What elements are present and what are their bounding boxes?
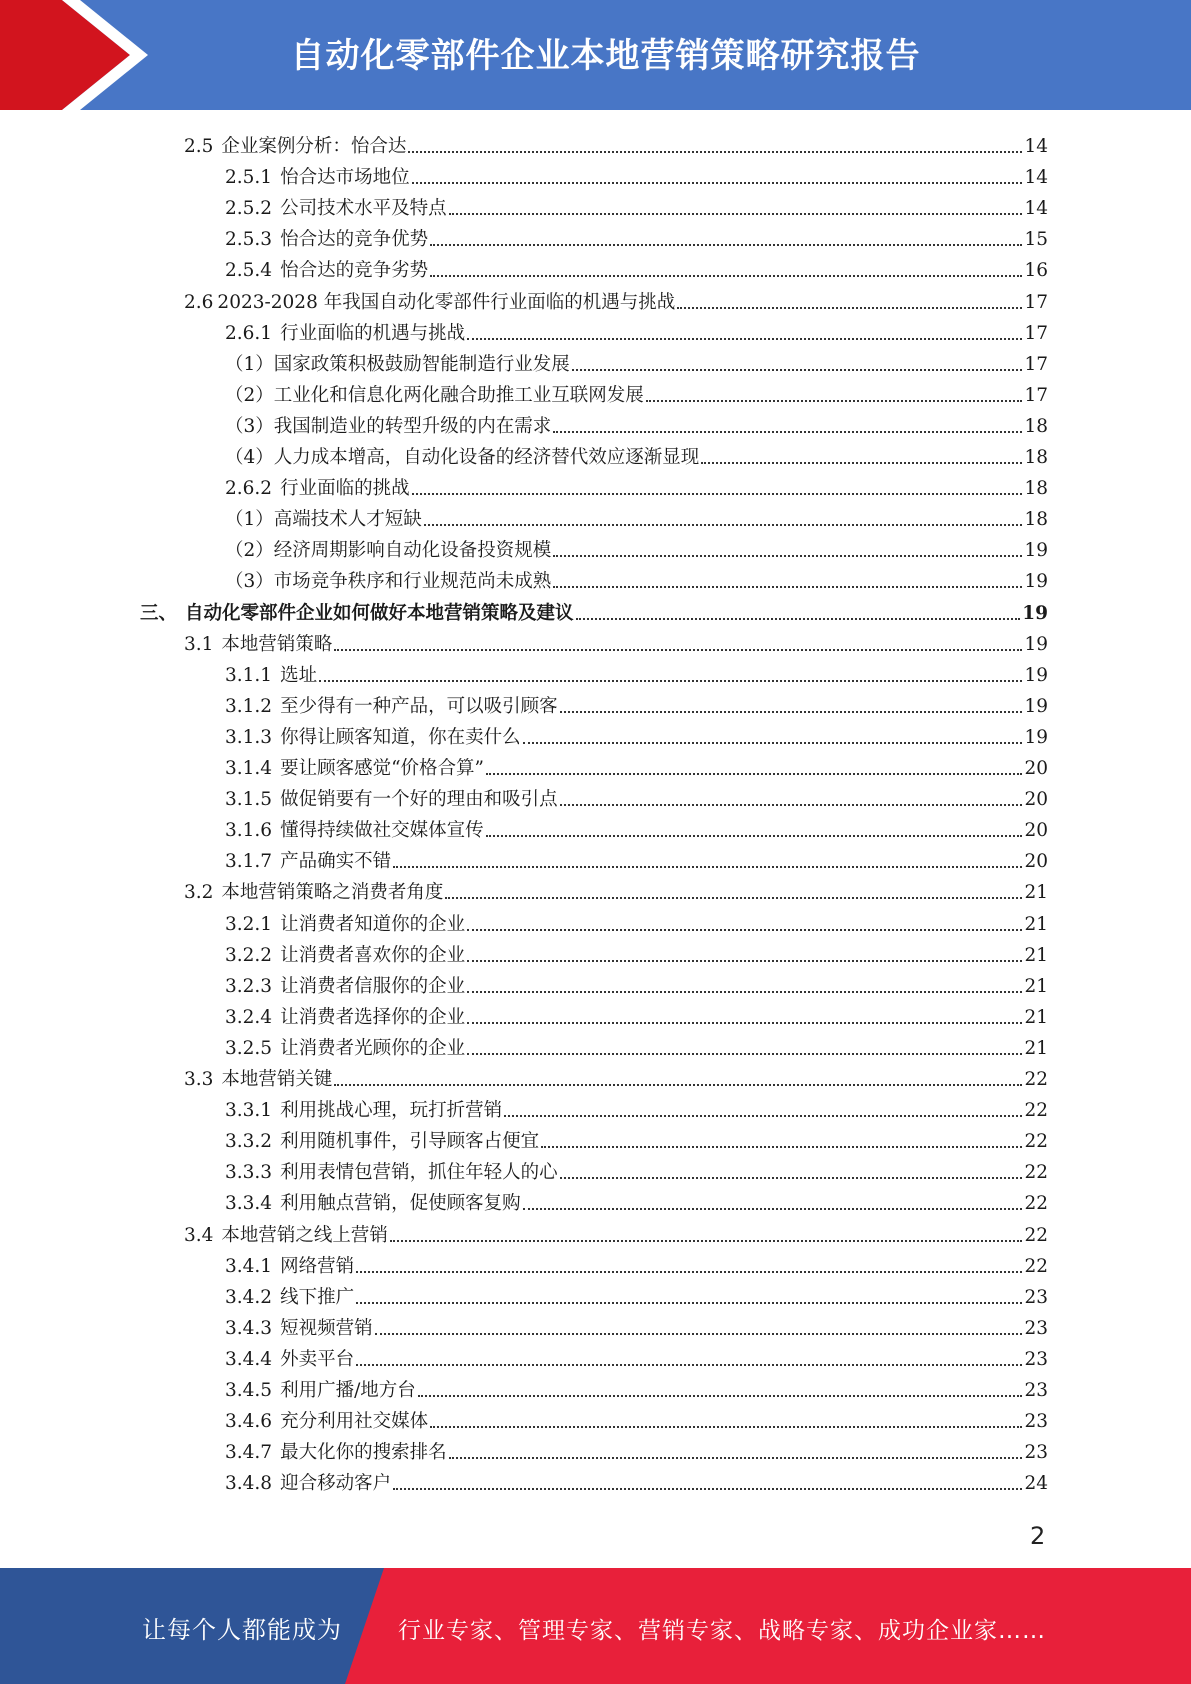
toc-dot-leader — [393, 1488, 1022, 1490]
toc-entry[interactable] — [225, 1091, 1048, 1122]
toc-entry-page: 21 — [1024, 975, 1048, 997]
toc-entry-number: 3.4.7 — [225, 1442, 273, 1464]
toc-dot-leader — [430, 275, 1022, 277]
toc-entry-label: 充分利用社交媒体 — [280, 1411, 429, 1433]
toc-entry-page: 23 — [1024, 1442, 1048, 1464]
toc-entry[interactable] — [225, 1402, 1048, 1433]
toc-dot-leader — [430, 244, 1022, 246]
toc-dot-leader — [701, 462, 1022, 464]
toc-entry[interactable] — [140, 594, 1048, 625]
toc-entry-number: 3.2.3 — [225, 975, 273, 997]
toc-entry-number: （1） — [225, 353, 274, 375]
toc-dot-leader — [334, 1084, 1022, 1086]
toc-entry[interactable] — [225, 749, 1048, 780]
footer-slogan-left: 让每个人都能成为 — [142, 1616, 342, 1644]
toc-entry[interactable] — [225, 1184, 1048, 1215]
toc-entry[interactable] — [225, 1309, 1048, 1340]
toc-dot-leader — [541, 1146, 1022, 1148]
toc-dot-leader — [424, 524, 1023, 526]
toc-entry[interactable] — [225, 376, 1048, 407]
toc-dot-leader — [467, 960, 1022, 962]
toc-entry-number: 2.5.2 — [225, 198, 273, 220]
toc-entry-page: 17 — [1024, 353, 1048, 375]
toc-entry-number: 三、 — [140, 602, 178, 624]
toc-dot-leader — [393, 866, 1022, 868]
toc-entry-page: 21 — [1024, 882, 1048, 904]
toc-dot-leader — [334, 649, 1022, 651]
toc-entry-number: 3.1.3 — [225, 726, 273, 748]
toc-dot-leader — [560, 711, 1023, 713]
toc-entry-label: 要让顾客感觉“价格合算” — [280, 758, 484, 779]
toc-dot-leader — [449, 1457, 1023, 1459]
toc-entry[interactable] — [225, 407, 1048, 438]
toc-entry[interactable] — [225, 438, 1048, 469]
toc-entry-page: 19 — [1022, 602, 1048, 624]
toc-entry[interactable] — [225, 1464, 1048, 1495]
toc-entry-label: 利用随机事件，引导顾客占便宜 — [280, 1131, 540, 1153]
toc-dot-leader — [467, 338, 1022, 340]
toc-entry-number: 2.5.3 — [225, 229, 273, 251]
toc-entry[interactable] — [184, 1060, 1048, 1091]
toc-entry-page: 21 — [1024, 913, 1048, 935]
toc-entry-number: （3） — [225, 571, 274, 593]
toc-entry-number: 3.1.6 — [225, 820, 273, 842]
toc-dot-leader — [523, 742, 1023, 744]
page-number: 2 — [1030, 1522, 1046, 1550]
toc-entry[interactable] — [225, 1029, 1048, 1060]
toc-entry-number: 3.1 — [184, 633, 214, 655]
toc-entry-number: 3.4.6 — [225, 1411, 273, 1433]
toc-entry-label: 让消费者光顾你的企业 — [280, 1037, 466, 1059]
toc-entry-label: 让消费者信服你的企业 — [280, 975, 466, 997]
toc-entry-number: （2） — [225, 540, 274, 562]
toc-entry-page: 14 — [1024, 167, 1048, 189]
toc-entry-label: 利用触点营销，促使顾客复购 — [280, 1193, 521, 1215]
toc-dot-leader — [375, 1333, 1023, 1335]
toc-entry[interactable] — [225, 936, 1048, 967]
toc-entry-number: （2） — [225, 384, 274, 406]
toc-entry-label: 我国制造业的转型升级的内在需求 — [273, 415, 552, 437]
toc-dot-leader — [572, 369, 1023, 371]
toc-entry-page: 20 — [1024, 789, 1048, 811]
toc-entry-label: 让消费者选择你的企业 — [280, 1006, 466, 1028]
toc-dot-leader — [467, 1053, 1022, 1055]
toc-entry-label: 短视频营销 — [280, 1317, 373, 1339]
toc-entry-number: 3.3.1 — [225, 1100, 273, 1122]
toc-entry-label: 市场竞争秩序和行业规范尚未成熟 — [273, 571, 552, 593]
toc-entry-label: 让消费者喜欢你的企业 — [280, 944, 466, 966]
toc-entry-number: 3.1.2 — [225, 695, 273, 717]
toc-entry-number: 3.3.4 — [225, 1193, 273, 1215]
toc-entry-label: 外卖平台 — [280, 1348, 355, 1370]
toc-entry-number: 3.1.4 — [225, 758, 273, 779]
toc-entry-page: 17 — [1024, 291, 1048, 313]
toc-dot-leader — [467, 1022, 1022, 1024]
toc-entry-label: 怡合达的竞争优势 — [280, 229, 429, 251]
toc-entry[interactable] — [225, 718, 1048, 749]
toc-entry-label: 让消费者知道你的企业 — [280, 913, 466, 935]
toc-dot-leader — [553, 431, 1022, 433]
toc-dot-leader — [553, 586, 1022, 588]
toc-entry-page: 23 — [1024, 1380, 1048, 1401]
toc-entry-number: 3.2.4 — [225, 1006, 273, 1028]
toc-entry[interactable] — [225, 1278, 1048, 1309]
toc-entry[interactable] — [225, 967, 1048, 998]
toc-entry-page: 23 — [1024, 1286, 1048, 1308]
toc-entry-number: 3.2.5 — [225, 1037, 273, 1059]
toc-dot-leader — [449, 213, 1023, 215]
toc-entry-label: 自动化零部件企业如何做好本地营销策略及建议 — [185, 602, 574, 624]
toc-entry[interactable] — [225, 251, 1048, 282]
toc-entry[interactable] — [225, 1340, 1048, 1371]
toc-entry[interactable] — [225, 158, 1048, 189]
page-header — [0, 0, 1191, 110]
toc-dot-leader — [390, 1240, 1023, 1242]
toc-dot-leader — [486, 773, 1022, 775]
toc-entry-number: 2.6.2 — [225, 478, 273, 500]
toc-entry[interactable] — [225, 1371, 1048, 1402]
toc-entry-number: 3.2.2 — [225, 944, 273, 966]
toc-entry[interactable] — [225, 1153, 1048, 1184]
toc-entry-page: 19 — [1024, 540, 1048, 562]
toc-entry-label: 高端技术人才短缺 — [273, 509, 422, 531]
toc-entry-page: 23 — [1024, 1317, 1048, 1339]
toc-entry-page: 21 — [1024, 1006, 1048, 1028]
toc-entry-page: 21 — [1024, 1037, 1048, 1059]
toc-entry-number: （4） — [225, 447, 274, 468]
toc-entry-label: 2023-2028 年我国自动化零部件行业面临的机遇与挑战 — [217, 291, 676, 313]
toc-entry-page: 20 — [1024, 851, 1048, 873]
toc-entry-page: 14 — [1024, 198, 1048, 220]
toc-dot-leader — [356, 1302, 1022, 1304]
report-title: 自动化零部件企业本地营销策略研究报告 — [290, 36, 921, 76]
toc-entry-page: 19 — [1024, 726, 1048, 748]
toc-entry[interactable] — [225, 1247, 1048, 1278]
toc-entry-number: 3.4.5 — [225, 1380, 273, 1401]
toc-entry-number: （3） — [225, 415, 274, 437]
toc-entry[interactable] — [225, 687, 1048, 718]
toc-entry-label: 怡合达市场地位 — [280, 167, 410, 189]
toc-dot-leader — [319, 680, 1022, 682]
toc-entry-number: 3.4.1 — [225, 1255, 273, 1277]
toc-entry-page: 21 — [1024, 944, 1048, 966]
toc-entry[interactable] — [225, 656, 1048, 687]
toc-entry[interactable] — [225, 531, 1048, 562]
toc-entry[interactable] — [225, 811, 1048, 842]
toc-entry-number: 2.5.1 — [225, 167, 273, 189]
toc-entry-label: 选址 — [280, 664, 318, 686]
toc-entry-label: 利用挑战心理，玩打折营销 — [280, 1100, 503, 1122]
toc-entry-label: 本地营销策略 — [221, 633, 333, 655]
toc-entry-label: 本地营销关键 — [221, 1069, 333, 1090]
toc-dot-leader — [560, 1177, 1023, 1179]
toc-entry-page: 19 — [1024, 695, 1048, 717]
toc-entry-number: 3.4.3 — [225, 1317, 273, 1339]
toc-entry-label: 产品确实不错 — [280, 851, 392, 873]
toc-dot-leader — [646, 400, 1023, 402]
toc-entry[interactable] — [225, 905, 1048, 936]
toc-entry[interactable] — [225, 345, 1048, 376]
toc-entry-page: 19 — [1024, 664, 1048, 686]
toc-entry-page: 18 — [1024, 478, 1048, 500]
toc-entry[interactable] — [225, 220, 1048, 251]
toc-entry-page: 22 — [1024, 1193, 1048, 1215]
toc-entry-label: 本地营销之线上营销 — [221, 1224, 388, 1246]
toc-entry-label: 做促销要有一个好的理由和吸引点 — [280, 789, 558, 811]
toc-entry-page: 19 — [1024, 571, 1048, 593]
toc-entry-page: 24 — [1024, 1473, 1048, 1495]
toc-entry-label: 人力成本增高，自动化设备的经济替代效应逐渐显现 — [273, 447, 700, 468]
toc-entry-page: 20 — [1024, 820, 1048, 842]
toc-entry-page: 17 — [1024, 384, 1048, 406]
toc-entry[interactable] — [225, 780, 1048, 811]
toc-entry-number: 3.4.4 — [225, 1348, 273, 1370]
toc-entry-label: 行业面临的挑战 — [280, 478, 410, 500]
toc-entry-page: 18 — [1024, 447, 1048, 468]
toc-entry-label: 公司技术水平及特点 — [280, 198, 447, 220]
toc-entry-label: 懂得持续做社交媒体宣传 — [280, 820, 484, 842]
toc-dot-leader — [418, 1395, 1023, 1397]
toc-entry-label: 线下推广 — [280, 1286, 355, 1308]
toc-entry[interactable] — [184, 127, 1048, 158]
toc-dot-leader — [408, 151, 1022, 153]
toc-entry-number: 2.6.1 — [225, 322, 273, 344]
toc-entry-label: 国家政策积极鼓励智能制造行业发展 — [273, 353, 570, 375]
toc-entry-number: 3.2 — [184, 882, 214, 904]
toc-entry-label: 迎合移动客户 — [280, 1473, 392, 1495]
toc-entry[interactable] — [225, 562, 1048, 593]
toc-dot-leader — [576, 618, 1021, 620]
toc-entry[interactable] — [225, 998, 1048, 1029]
toc-entry[interactable] — [225, 842, 1048, 873]
page-footer — [0, 1568, 1191, 1684]
toc-dot-leader — [504, 1115, 1022, 1117]
toc-entry-number: 3.4.2 — [225, 1286, 273, 1308]
toc-dot-leader — [356, 1364, 1022, 1366]
toc-entry-number: （1） — [225, 509, 274, 531]
toc-entry-label: 怡合达的竞争劣势 — [280, 260, 429, 282]
toc-entry-page: 19 — [1024, 633, 1048, 655]
toc-dot-leader — [560, 804, 1023, 806]
toc-entry-page: 18 — [1024, 415, 1048, 437]
toc-entry-page: 22 — [1024, 1224, 1048, 1246]
toc-entry[interactable] — [225, 1433, 1048, 1464]
toc-entry-number: 2.5 — [184, 136, 214, 157]
toc-dot-leader — [486, 835, 1023, 837]
toc-dot-leader — [356, 1271, 1022, 1273]
toc-entry[interactable] — [225, 500, 1048, 531]
toc-entry-label: 行业面临的机遇与挑战 — [280, 322, 466, 344]
toc-dot-leader — [553, 555, 1022, 557]
toc-entry-number: 3.3.3 — [225, 1162, 273, 1184]
toc-entry-number: 3.1.5 — [225, 789, 273, 811]
toc-dot-leader — [412, 182, 1023, 184]
footer-slogan-right: 行业专家、管理专家、营销专家、战略专家、成功企业家…… — [398, 1618, 1046, 1644]
toc-entry-number: 3.3 — [184, 1069, 214, 1090]
toc-entry[interactable] — [184, 1216, 1048, 1247]
toc-entry-number: 2.5.4 — [225, 260, 273, 282]
toc-entry-number: 3.1.1 — [225, 664, 273, 686]
toc-entry-page: 22 — [1024, 1100, 1048, 1122]
toc-dot-leader — [677, 307, 1022, 309]
toc-entry-label: 企业案例分析：怡合达 — [221, 136, 407, 157]
toc-entry-page: 16 — [1024, 260, 1048, 282]
toc-entry-label: 工业化和信息化两化融合助推工业互联网发展 — [273, 384, 644, 406]
toc-dot-leader — [467, 929, 1022, 931]
toc-entry-number: 3.1.7 — [225, 851, 273, 873]
toc-dot-leader — [467, 991, 1022, 993]
toc-entry-page: 23 — [1024, 1411, 1048, 1433]
toc-dot-leader — [430, 1426, 1022, 1428]
toc-entry-page: 22 — [1024, 1162, 1048, 1184]
toc-entry[interactable] — [225, 469, 1048, 500]
toc-entry[interactable] — [184, 283, 1048, 314]
toc-entry-page: 14 — [1024, 136, 1048, 157]
toc-entry-number: 3.2.1 — [225, 913, 273, 935]
toc-entry-page: 20 — [1024, 758, 1048, 779]
toc-entry-number: 2.6 — [184, 291, 214, 313]
toc-dot-leader — [412, 493, 1023, 495]
toc-dot-leader — [445, 897, 1022, 899]
toc-entry-label: 利用表情包营销，抓住年轻人的心 — [280, 1162, 558, 1184]
toc-entry[interactable] — [184, 873, 1048, 904]
toc-entry-page: 22 — [1024, 1069, 1048, 1090]
toc-entry-page: 22 — [1024, 1255, 1048, 1277]
toc-entry[interactable] — [225, 189, 1048, 220]
toc-entry-page: 15 — [1024, 229, 1048, 251]
toc-entry-page: 23 — [1024, 1348, 1048, 1370]
toc-entry-label: 经济周期影响自动化设备投资规模 — [273, 540, 552, 562]
toc-dot-leader — [523, 1208, 1023, 1210]
toc-entry-number: 3.4.8 — [225, 1473, 273, 1495]
toc-entry[interactable] — [225, 314, 1048, 345]
toc-entry-page: 22 — [1024, 1131, 1048, 1153]
toc-entry-label: 最大化你的搜索排名 — [280, 1442, 447, 1464]
toc-entry-label: 本地营销策略之消费者角度 — [221, 882, 444, 904]
toc-entry-page: 17 — [1024, 322, 1048, 344]
toc-entry[interactable] — [184, 625, 1048, 656]
toc-entry-label: 至少得有一种产品，可以吸引顾客 — [280, 695, 558, 717]
toc-entry-label: 利用广播/地方台 — [280, 1380, 416, 1401]
toc-entry[interactable] — [225, 1122, 1048, 1153]
toc-entry-label: 网络营销 — [280, 1255, 355, 1277]
toc-entry-number: 3.3.2 — [225, 1131, 273, 1153]
toc-entry-page: 18 — [1024, 509, 1048, 531]
toc-entry-label: 你得让顾客知道，你在卖什么 — [280, 726, 521, 748]
toc-entry-number: 3.4 — [184, 1224, 214, 1246]
